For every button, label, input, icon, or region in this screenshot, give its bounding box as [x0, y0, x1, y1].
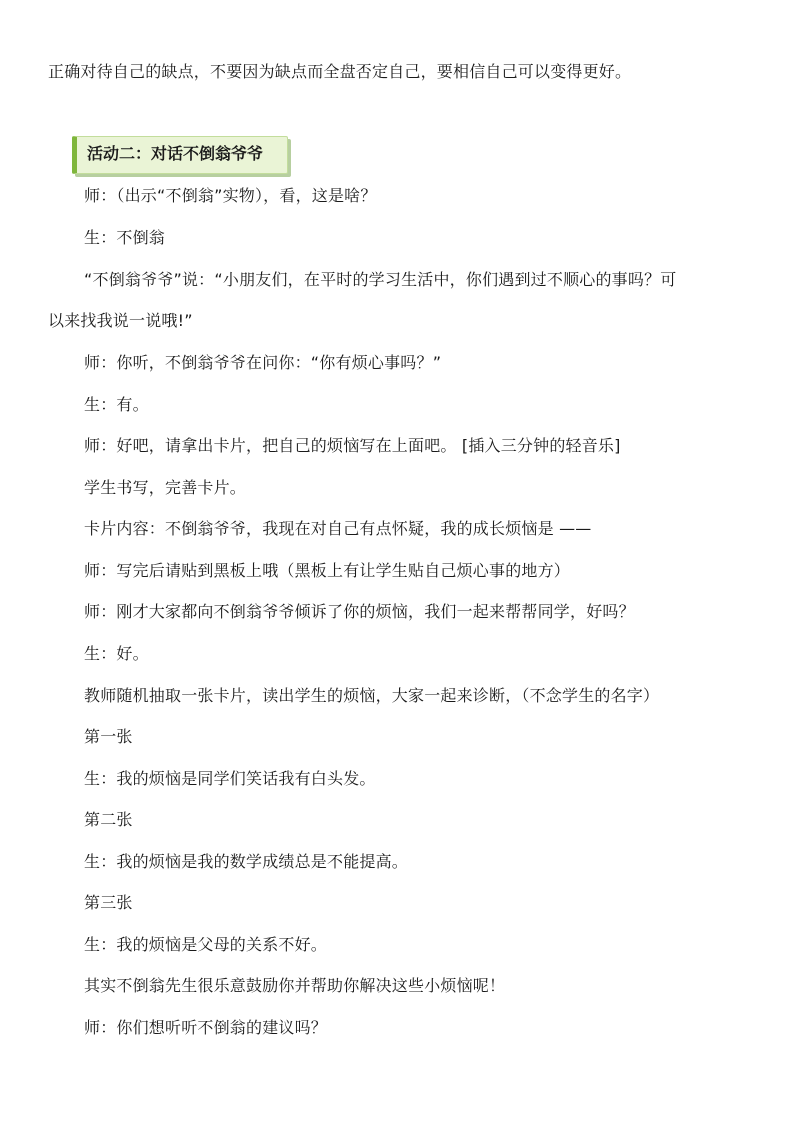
text-line: 师：（出示“不倒翁”实物），看，这是啥？: [84, 186, 377, 205]
section-heading: 活动二：对话不倒翁爷爷: [87, 144, 264, 163]
text-line: 卡片内容：不倒翁爷爷，我现在对自己有点怀疑，我的成长烦恼是 ——: [84, 519, 592, 538]
text-line: 学生书写，完善卡片。: [84, 478, 247, 497]
text-line: 第三张: [84, 893, 133, 912]
text-line: “不倒翁爷爷”说：“小朋友们，在平时的学习生活中，你们遇到过不顺心的事吗？可: [84, 270, 677, 289]
section-heading-box: [72, 136, 288, 174]
text-line: 教师随机抽取一张卡片，读出学生的烦恼，大家一起来诊断，（不念学生的名字）: [84, 686, 660, 705]
intro-paragraph: 正确对待自己的缺点，不要因为缺点而全盘否定自己，要相信自己可以变得更好。: [48, 62, 632, 81]
text-line: 第二张: [84, 810, 133, 829]
text-line: 第一张: [84, 727, 133, 746]
text-line: 师：好吧，请拿出卡片，把自己的烦恼写在上面吧。 [插入三分钟的轻音乐]: [84, 436, 621, 455]
text-line: 生：好。: [84, 644, 149, 663]
text-line: 师：刚才大家都向不倒翁爷爷倾诉了你的烦恼，我们一起来帮帮同学，好吗？: [84, 602, 635, 621]
text-line: 生：我的烦恼是我的数学成绩总是不能提高。: [84, 852, 409, 871]
text-line: 生：我的烦恼是同学们笑话我有白头发。: [84, 769, 376, 788]
text-line: 生：有。: [84, 395, 149, 414]
text-line: 其实不倒翁先生很乐意鼓励你并帮助你解决这些小烦恼呢！: [84, 976, 506, 995]
text-line: 师：你听，不倒翁爷爷在问你：“你有烦心事吗？”: [84, 353, 442, 372]
text-line: 生：我的烦恼是父母的关系不好。: [84, 935, 328, 954]
text-line: 师：你们想听听不倒翁的建议吗？: [84, 1018, 328, 1037]
text-line: 生：不倒翁: [84, 228, 166, 247]
text-line: 以来找我说一说哦!”: [48, 311, 193, 330]
text-line: 师：写完后请贴到黑板上哦（黑板上有让学生贴自己烦心事的地方）: [84, 561, 571, 580]
